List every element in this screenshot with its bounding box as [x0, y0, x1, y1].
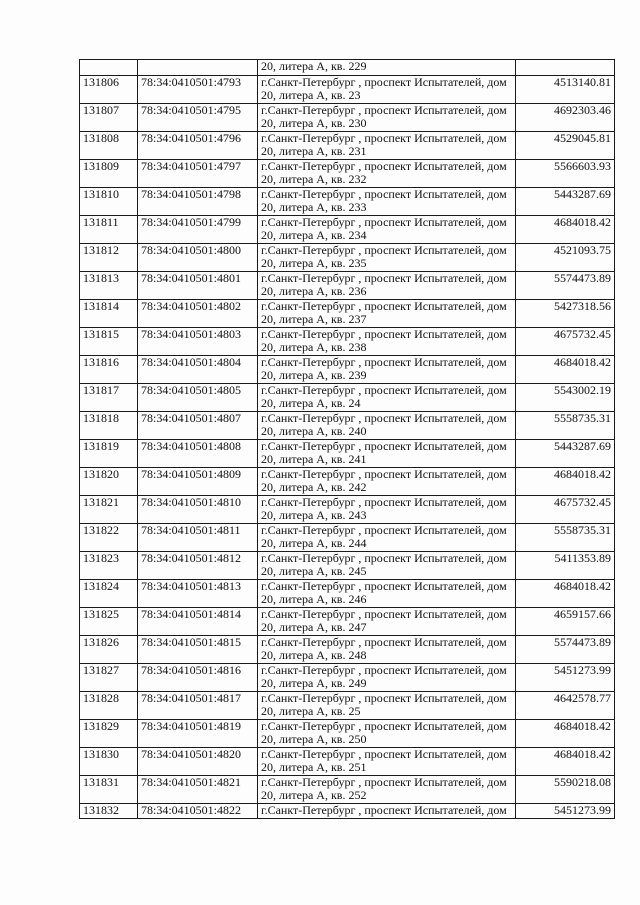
row-number-cell: 131808: [80, 132, 138, 160]
address-cell: [258, 132, 516, 160]
address-line-1: г.Санкт-Петербург , проспект Испытателей, дом: [261, 327, 507, 341]
cadastral-number-cell: 78:34:0410501:4820: [138, 748, 258, 776]
cadastral-number-cell: 78:34:0410501:4819: [138, 720, 258, 748]
row-number-cell: 131820: [80, 468, 138, 496]
row-number-cell: 131811: [80, 216, 138, 244]
address-line-1: г.Санкт-Петербург , проспект Испытателей, дом: [261, 551, 507, 565]
cadastral-value-cell: 5558735.31: [516, 412, 615, 440]
address-line-1: г.Санкт-Петербург , проспект Испытателей, дом: [261, 467, 507, 481]
address-line-1: г.Санкт-Петербург , проспект Испытателей, дом: [261, 215, 507, 229]
cadastral-number-cell: 78:34:0410501:4804: [138, 356, 258, 384]
row-number-cell: 131813: [80, 272, 138, 300]
cadastral-number-cell: 78:34:0410501:4815: [138, 636, 258, 664]
cadastral-value-cell: 4684018.42: [516, 748, 615, 776]
table-row: [80, 300, 615, 328]
table-row: [80, 636, 615, 664]
cadastral-value-cell: 4513140.81: [516, 76, 615, 104]
address-line-2: 20, литера А, кв. 230: [261, 116, 367, 130]
table-row: [80, 608, 615, 636]
table-row: [80, 328, 615, 356]
address-line-2: 20, литера А, кв. 233: [261, 200, 367, 214]
cadastral-value-cell: 4642578.77: [516, 692, 615, 720]
row-number-cell: 131809: [80, 160, 138, 188]
address-cell: [258, 104, 516, 132]
table-row: [80, 748, 615, 776]
cadastral-number-cell: 78:34:0410501:4807: [138, 412, 258, 440]
address-cell: [258, 580, 516, 608]
address-cell: [258, 356, 516, 384]
cadastral-number-cell: 78:34:0410501:4801: [138, 272, 258, 300]
address-cell: [258, 748, 516, 776]
cadastral-value-cell: 5590218.08: [516, 776, 615, 804]
cadastral-number-cell: 78:34:0410501:4821: [138, 776, 258, 804]
address-cell: [258, 496, 516, 524]
address-cell: [258, 720, 516, 748]
property-table-body: [80, 60, 615, 819]
address-line-1: г.Санкт-Петербург , проспект Испытателей, дом: [261, 271, 507, 285]
address-cell: [258, 160, 516, 188]
cadastral-value-cell: 5558735.31: [516, 524, 615, 552]
address-line-2: 20, литера А, кв. 245: [261, 564, 367, 578]
address-cell: [258, 412, 516, 440]
cadastral-cell: [138, 60, 258, 76]
row-number-cell: 131822: [80, 524, 138, 552]
address-line-2: 20, литера А, кв. 24: [261, 396, 361, 410]
table-row: [80, 356, 615, 384]
address-cell: [258, 664, 516, 692]
table-row-continuation: [80, 60, 615, 76]
row-number-cell: 131814: [80, 300, 138, 328]
address-line-2: 20, литера А, кв. 240: [261, 424, 367, 438]
row-number-cell: 131818: [80, 412, 138, 440]
cadastral-number-cell: 78:34:0410501:4802: [138, 300, 258, 328]
row-number-cell: 131817: [80, 384, 138, 412]
cadastral-value-cell: 5451273.99: [516, 804, 615, 819]
address-line-1: г.Санкт-Петербург , проспект Испытателей, дом: [261, 439, 507, 453]
table-row: [80, 76, 615, 104]
cadastral-value-cell: 4684018.42: [516, 720, 615, 748]
cadastral-number-cell: 78:34:0410501:4805: [138, 384, 258, 412]
table-row: [80, 552, 615, 580]
cadastral-value-cell: 5443287.69: [516, 440, 615, 468]
table-row: [80, 468, 615, 496]
address-line-2: 20, литера А, кв. 238: [261, 340, 367, 354]
cadastral-number-cell: 78:34:0410501:4795: [138, 104, 258, 132]
address-line-1: г.Санкт-Петербург , проспект Испытателей, дом: [261, 635, 507, 649]
row-number-cell: [80, 60, 138, 76]
address-line-1: г.Санкт-Петербург , проспект Испытателей, дом: [261, 159, 507, 173]
address-line-2: 20, литера А, кв. 235: [261, 256, 367, 270]
cadastral-number-cell: 78:34:0410501:4812: [138, 552, 258, 580]
address-cell: [258, 776, 516, 804]
address-line-2: 20, литера А, кв. 242: [261, 480, 367, 494]
table-row: [80, 104, 615, 132]
row-number-cell: 131819: [80, 440, 138, 468]
cadastral-number-cell: 78:34:0410501:4822: [138, 804, 258, 819]
row-number-cell: 131828: [80, 692, 138, 720]
address-line-1: г.Санкт-Петербург , проспект Испытателей, дом: [261, 747, 507, 761]
address-line-1: г.Санкт-Петербург , проспект Испытателей, дом: [261, 131, 507, 145]
table-row: [80, 244, 615, 272]
cadastral-value-cell: 5566603.93: [516, 160, 615, 188]
address-cell: 20, литера А, кв. 229: [258, 60, 516, 76]
address-cell: г.Санкт-Петербург , проспект Испытателей, дом: [258, 804, 516, 819]
cadastral-value-cell: 5574473.89: [516, 636, 615, 664]
address-line-1: г.Санкт-Петербург , проспект Испытателей, дом: [261, 719, 507, 733]
cadastral-number-cell: 78:34:0410501:4808: [138, 440, 258, 468]
address-line-2: 20, литера А, кв. 244: [261, 536, 367, 550]
address-line-1: г.Санкт-Петербург , проспект Испытателей, дом: [261, 579, 507, 593]
address-line-2: 20, литера А, кв. 23: [261, 88, 361, 102]
row-number-cell: 131806: [80, 76, 138, 104]
row-number-cell: 131832: [80, 804, 138, 819]
address-cell: [258, 608, 516, 636]
address-line-2: 20, литера А, кв. 248: [261, 648, 367, 662]
table-row: [80, 160, 615, 188]
address-line-2: 20, литера А, кв. 236: [261, 284, 367, 298]
row-number-cell: 131825: [80, 608, 138, 636]
address-line-1: г.Санкт-Петербург , проспект Испытателей, дом: [261, 663, 507, 677]
cadastral-number-cell: 78:34:0410501:4817: [138, 692, 258, 720]
cadastral-number-cell: 78:34:0410501:4796: [138, 132, 258, 160]
address-line-1: г.Санкт-Петербург , проспект Испытателей, дом: [261, 355, 507, 369]
address-line-2: 20, литера А, кв. 25: [261, 704, 361, 718]
cadastral-number-cell: 78:34:0410501:4809: [138, 468, 258, 496]
table-row: [80, 496, 615, 524]
address-line-1: г.Санкт-Петербург , проспект Испытателей, дом: [261, 495, 507, 509]
cadastral-value-cell: 4684018.42: [516, 580, 615, 608]
row-number-cell: 131830: [80, 748, 138, 776]
cadastral-number-cell: 78:34:0410501:4813: [138, 580, 258, 608]
value-cell: [516, 60, 615, 76]
cadastral-value-cell: 5451273.99: [516, 664, 615, 692]
table-row: [80, 776, 615, 804]
address-cell: [258, 524, 516, 552]
address-line-2: 20, литера А, кв. 239: [261, 368, 367, 382]
table-row: [80, 692, 615, 720]
table-row: [80, 188, 615, 216]
cadastral-value-cell: 4675732.45: [516, 496, 615, 524]
cadastral-number-cell: 78:34:0410501:4803: [138, 328, 258, 356]
address-cell: [258, 468, 516, 496]
table-row: [80, 664, 615, 692]
row-number-cell: 131827: [80, 664, 138, 692]
address-line-1: г.Санкт-Петербург , проспект Испытателей, дом: [261, 523, 507, 537]
table-row: [80, 384, 615, 412]
address-line-2: 20, литера А, кв. 232: [261, 172, 367, 186]
address-line-2: 20, литера А, кв. 243: [261, 508, 367, 522]
cadastral-number-cell: 78:34:0410501:4814: [138, 608, 258, 636]
address-line-2: 20, литера А, кв. 234: [261, 228, 367, 242]
address-cell: [258, 76, 516, 104]
cadastral-value-cell: 5543002.19: [516, 384, 615, 412]
cadastral-value-cell: 4692303.46: [516, 104, 615, 132]
address-line-1: г.Санкт-Петербург , проспект Испытателей, дом: [261, 383, 507, 397]
cadastral-value-cell: 4684018.42: [516, 356, 615, 384]
cadastral-value-cell: 4529045.81: [516, 132, 615, 160]
cadastral-value-cell: 5411353.89: [516, 552, 615, 580]
table-row-last: [80, 804, 615, 819]
table-row: [80, 720, 615, 748]
address-cell: [258, 188, 516, 216]
address-cell: [258, 692, 516, 720]
address-cell: [258, 300, 516, 328]
cadastral-number-cell: 78:34:0410501:4793: [138, 76, 258, 104]
table-row: [80, 440, 615, 468]
cadastral-value-cell: 4675732.45: [516, 328, 615, 356]
row-number-cell: 131815: [80, 328, 138, 356]
address-cell: [258, 384, 516, 412]
cadastral-number-cell: 78:34:0410501:4797: [138, 160, 258, 188]
address-line-1: г.Санкт-Петербург , проспект Испытателей, дом: [261, 103, 507, 117]
row-number-cell: 131807: [80, 104, 138, 132]
row-number-cell: 131824: [80, 580, 138, 608]
cadastral-number-cell: 78:34:0410501:4811: [138, 524, 258, 552]
address-line-1: г.Санкт-Петербург , проспект Испытателей, дом: [261, 299, 507, 313]
address-line-2: 20, литера А, кв. 252: [261, 788, 367, 802]
address-line-2: 20, литера А, кв. 246: [261, 592, 367, 606]
address-line-2: 20, литера А, кв. 237: [261, 312, 367, 326]
address-cell: [258, 636, 516, 664]
cadastral-value-cell: 5443287.69: [516, 188, 615, 216]
address-line-1: г.Санкт-Петербург , проспект Испытателей, дом: [261, 775, 507, 789]
address-line-1: г.Санкт-Петербург , проспект Испытателей, дом: [261, 187, 507, 201]
address-cell: [258, 440, 516, 468]
address-line-2: 20, литера А, кв. 249: [261, 676, 367, 690]
cadastral-number-cell: 78:34:0410501:4810: [138, 496, 258, 524]
address-line-2: 20, литера А, кв. 250: [261, 732, 367, 746]
address-line-1: г.Санкт-Петербург , проспект Испытателей, дом: [261, 691, 507, 705]
address-cell: [258, 216, 516, 244]
address-cell: [258, 244, 516, 272]
address-line-1: г.Санкт-Петербург , проспект Испытателей, дом: [261, 75, 507, 89]
address-line-1: г.Санкт-Петербург , проспект Испытателей, дом: [261, 243, 507, 257]
cadastral-number-cell: 78:34:0410501:4799: [138, 216, 258, 244]
row-number-cell: 131821: [80, 496, 138, 524]
address-line-2: 20, литера А, кв. 251: [261, 760, 367, 774]
address-line-2: 20, литера А, кв. 231: [261, 144, 367, 158]
row-number-cell: 131810: [80, 188, 138, 216]
address-line-1: г.Санкт-Петербург , проспект Испытателей, дом: [261, 607, 507, 621]
row-number-cell: 131816: [80, 356, 138, 384]
table-row: [80, 272, 615, 300]
cadastral-number-cell: 78:34:0410501:4798: [138, 188, 258, 216]
table-row: [80, 132, 615, 160]
address-line-2: 20, литера А, кв. 241: [261, 452, 367, 466]
address-line-2: 20, литера А, кв. 247: [261, 620, 367, 634]
table-row: [80, 412, 615, 440]
row-number-cell: 131812: [80, 244, 138, 272]
row-number-cell: 131826: [80, 636, 138, 664]
row-number-cell: 131823: [80, 552, 138, 580]
cadastral-value-cell: 4521093.75: [516, 244, 615, 272]
table-row: [80, 524, 615, 552]
address-cell: [258, 328, 516, 356]
row-number-cell: 131831: [80, 776, 138, 804]
address-cell: [258, 272, 516, 300]
cadastral-value-cell: 4659157.66: [516, 608, 615, 636]
property-table: [79, 59, 615, 819]
table-row: [80, 216, 615, 244]
cadastral-value-cell: 5574473.89: [516, 272, 615, 300]
cadastral-number-cell: 78:34:0410501:4816: [138, 664, 258, 692]
address-cell: [258, 552, 516, 580]
address-line-1: г.Санкт-Петербург , проспект Испытателей, дом: [261, 411, 507, 425]
cadastral-value-cell: 4684018.42: [516, 216, 615, 244]
cadastral-value-cell: 5427318.56: [516, 300, 615, 328]
table-row: [80, 580, 615, 608]
cadastral-value-cell: 4684018.42: [516, 468, 615, 496]
row-number-cell: 131829: [80, 720, 138, 748]
cadastral-number-cell: 78:34:0410501:4800: [138, 244, 258, 272]
